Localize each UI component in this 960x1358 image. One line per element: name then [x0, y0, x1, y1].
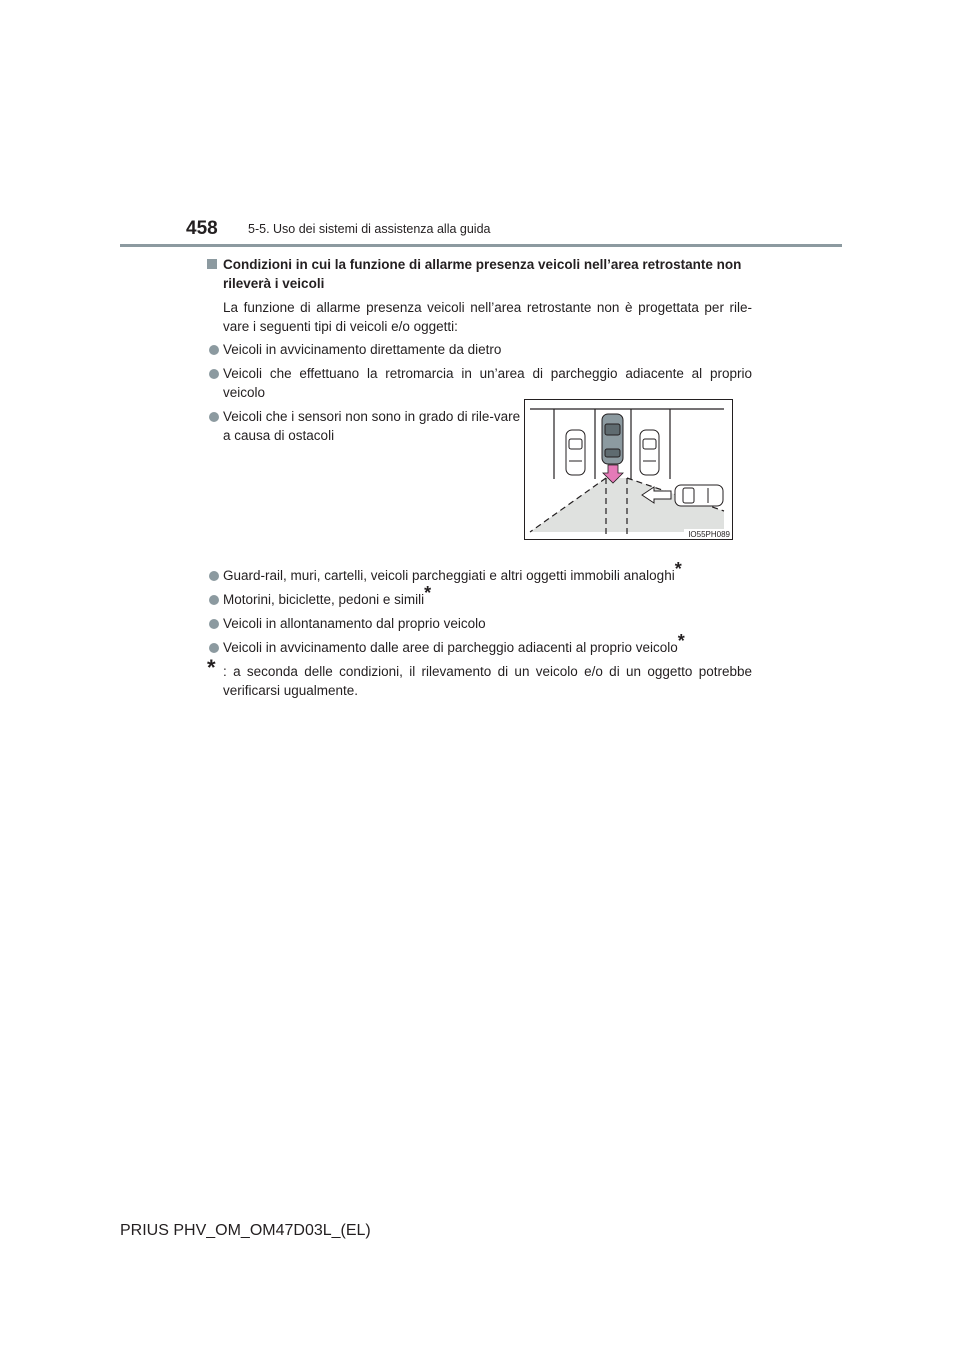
bullet-icon [209, 345, 219, 355]
list-item-text: Motorini, biciclette, pedoni e simili [223, 592, 425, 607]
footnote [207, 655, 752, 700]
page-number: 458 [186, 218, 218, 239]
list-item [207, 631, 752, 657]
section-title: 5-5. Uso dei sistemi di assistenza alla guida [248, 222, 491, 236]
list-item-text: Veicoli in avvicinamento direttamente da dietro [223, 342, 502, 357]
header-rule [120, 244, 842, 247]
bullet-icon [209, 412, 219, 422]
bullet-icon [209, 595, 219, 605]
list-item [207, 614, 752, 633]
list-item [207, 364, 752, 402]
footnote-asterisk: * [207, 655, 216, 680]
approaching-car [675, 485, 723, 506]
list-item-text: Veicoli in avvicinamento dalle aree di parcheggio adiacenti al proprio veicolo [223, 640, 678, 655]
own-car [602, 414, 623, 464]
asterisk-mark: * [424, 583, 432, 603]
asterisk-mark: * [677, 631, 685, 651]
footnote-text: : a seconda delle condizioni, il rilevamento di un veicolo e/o di un oggetto potrebbe verificarsi ugualmente. [223, 664, 752, 698]
bullet-icon [209, 369, 219, 379]
parked-car-right [640, 430, 659, 475]
bullet-icon [209, 571, 219, 581]
list-item-text: Veicoli che effettuano la retromarcia in un’area di parcheggio adiacente al proprio veicolo [223, 366, 752, 400]
figure-code: IO55PH089 [688, 530, 730, 539]
list-item-text: Veicoli che i sensori non sono in grado di rile-vare a causa di ostacoli [223, 409, 521, 443]
subsection-heading-text: Condizioni in cui la funzione di allarme presenza veicoli nell’area retrostante non rileverà i veicoli [223, 257, 742, 291]
asterisk-mark: * [674, 559, 682, 579]
list-item-text: Veicoli in allontanamento dal proprio veicolo [223, 616, 486, 631]
list-item [207, 583, 752, 609]
list-item [207, 559, 752, 585]
square-bullet-icon [207, 259, 217, 269]
parking-illustration [524, 399, 733, 540]
intro-paragraph: La funzione di allarme presenza veicoli nell’area retrostante non è progettata per rile-vare i seguenti tipi di veicoli e/o oggetti: [223, 300, 752, 334]
list-item [207, 340, 752, 359]
subsection-heading [207, 255, 752, 293]
bullet-icon [209, 643, 219, 653]
parking-diagram-svg [524, 399, 733, 540]
list-item [207, 407, 523, 445]
bullet-icon [209, 619, 219, 629]
list-item-text: Guard-rail, muri, cartelli, veicoli parcheggiati e altri oggetti immobili analoghi [223, 568, 675, 583]
parked-car-left [566, 430, 585, 475]
footer-doc-code: PRIUS PHV_OM_OM47D03L_(EL) [120, 1222, 371, 1239]
